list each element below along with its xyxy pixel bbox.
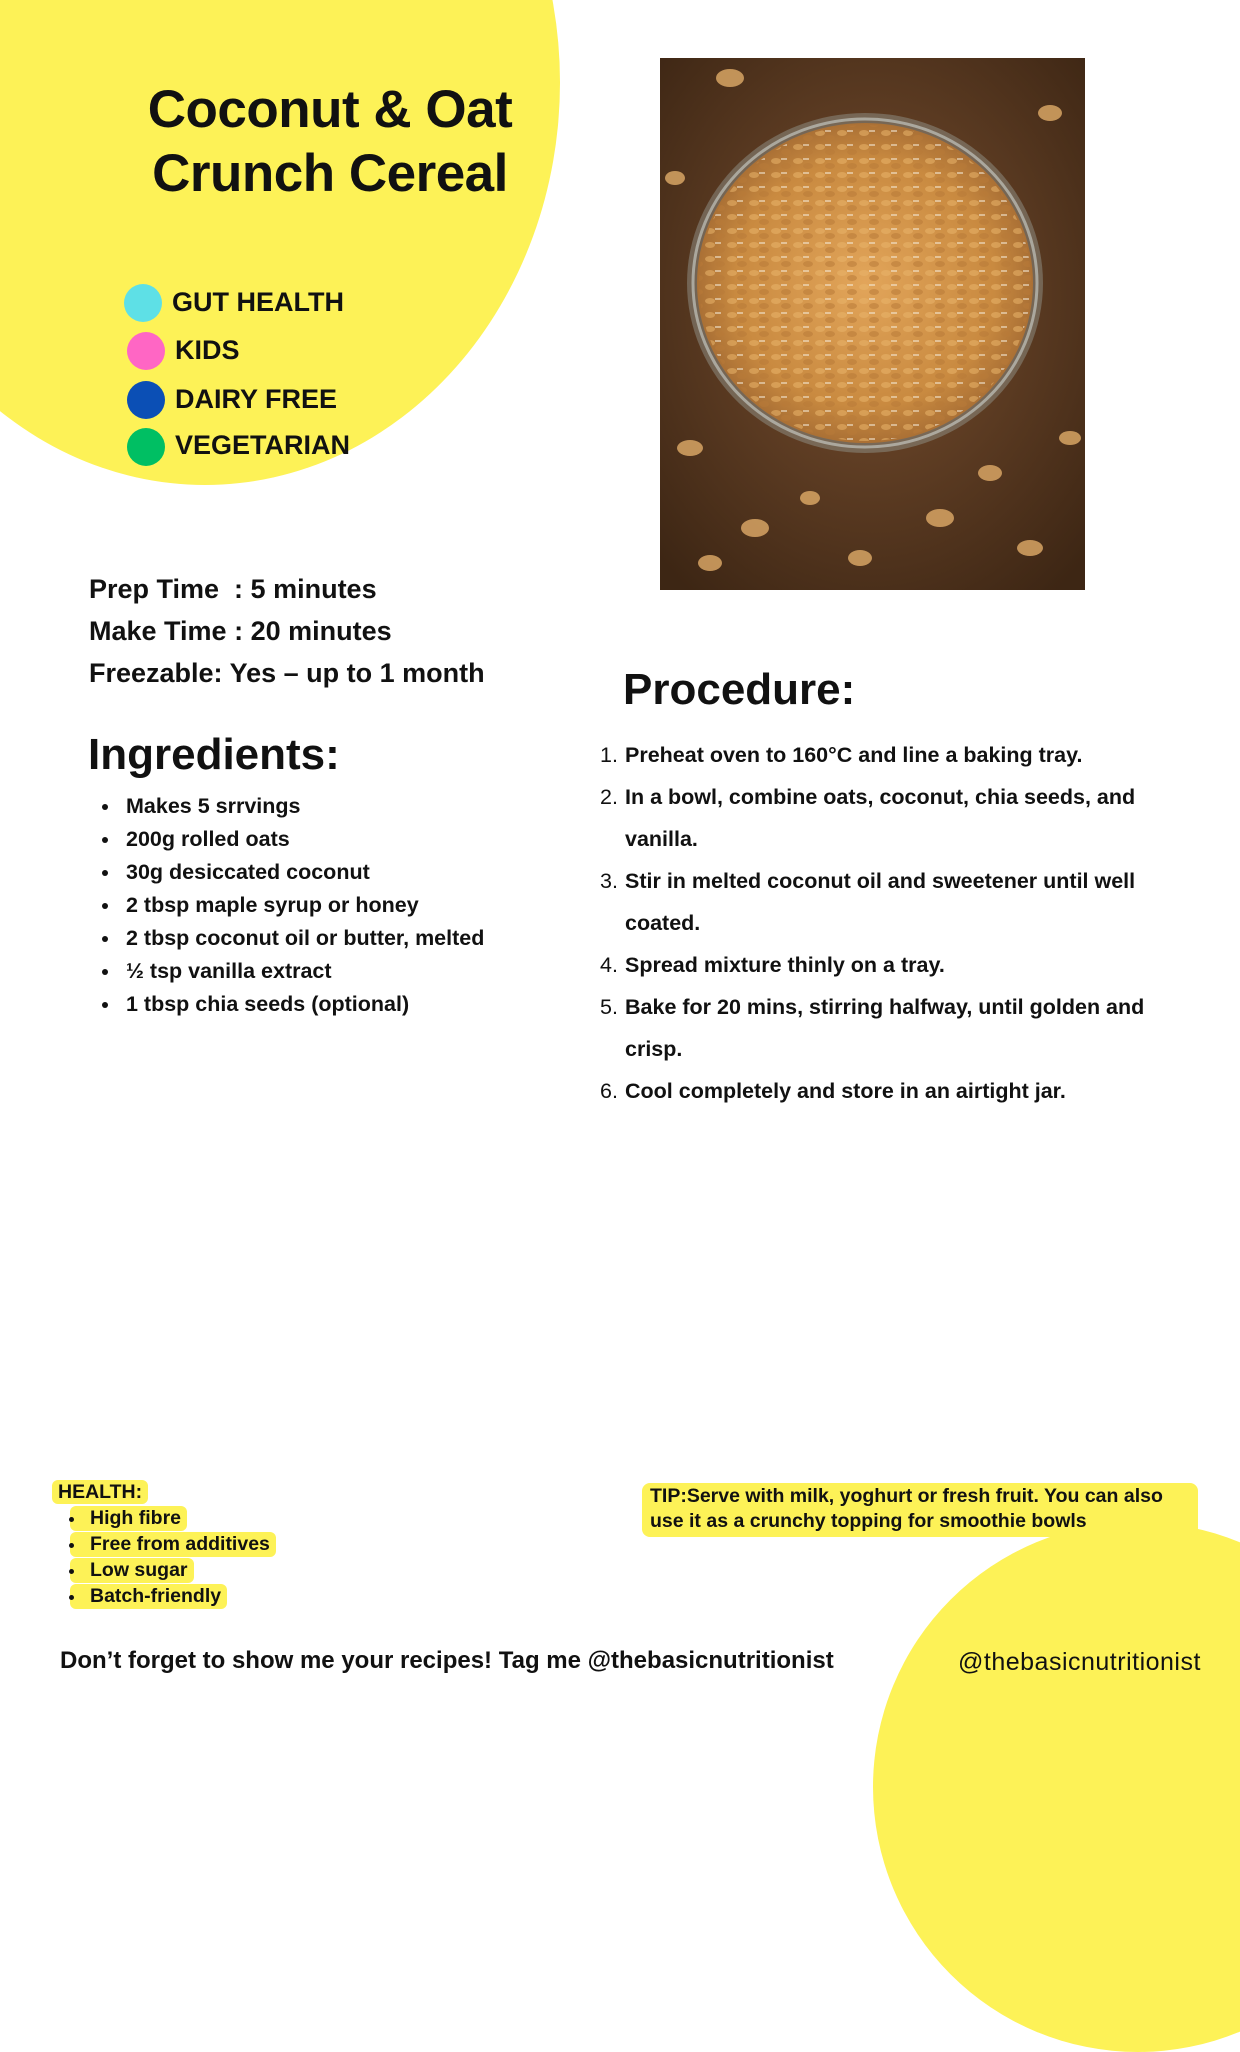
ingredient-item: 30g desiccated coconut <box>126 856 484 889</box>
title-line-2: Crunch Cereal <box>152 144 508 203</box>
cyan-dot-icon <box>124 284 162 322</box>
step-number: 1. <box>600 743 618 767</box>
granola-bowl-photo <box>660 58 1085 590</box>
health-item <box>52 1532 276 1558</box>
footer-call-to-action: Don’t forget to show me your recipes! Tag me @thebasicnutritionist <box>60 1647 834 1674</box>
ingredient-item: 1 tbsp chia seeds (optional) <box>126 988 484 1021</box>
procedure-step <box>600 860 1180 944</box>
step-text: Spread mixture thinly on a tray. <box>625 953 945 977</box>
health-list <box>52 1506 276 1610</box>
procedure-list <box>600 734 1180 1112</box>
step-number: 6. <box>600 1079 618 1103</box>
procedure-step <box>600 986 1180 1070</box>
recipe-title <box>90 78 570 206</box>
health-item <box>52 1506 276 1532</box>
health-item-label: High fibre <box>70 1506 187 1531</box>
blue-dot-icon <box>127 381 165 419</box>
ingredient-item: 200g rolled oats <box>126 823 484 856</box>
decorative-yellow-circle-bottom <box>873 1522 1240 2052</box>
prep-time: Prep Time : 5 minutes <box>89 574 377 604</box>
ingredient-item: ½ tsp vanilla extract <box>126 955 484 988</box>
procedure-step <box>600 776 1180 860</box>
social-handle: @thebasicnutritionist <box>958 1648 1201 1676</box>
time-info <box>89 568 485 694</box>
step-number: 3. <box>600 869 618 893</box>
step-text: Cool completely and store in an airtight jar. <box>625 1079 1066 1103</box>
health-box <box>52 1480 276 1610</box>
step-number: 4. <box>600 953 618 977</box>
ingredients-heading: Ingredients: <box>88 730 340 779</box>
title-line-1: Coconut & Oat <box>147 80 513 139</box>
step-text: Preheat oven to 160°C and line a baking tray. <box>625 743 1083 767</box>
ingredient-item: 2 tbsp maple syrup or honey <box>126 889 484 922</box>
health-heading: HEALTH: <box>52 1480 148 1504</box>
procedure-step <box>600 1070 1180 1112</box>
granola-bowl-icon <box>660 58 1085 590</box>
step-text: Stir in melted coconut oil and sweetener until well coated. <box>625 869 1136 935</box>
step-number: 2. <box>600 785 618 809</box>
procedure-step <box>600 734 1180 776</box>
step-text: Bake for 20 mins, stirring halfway, until golden and crisp. <box>625 995 1145 1061</box>
pink-dot-icon <box>127 332 165 370</box>
step-text: In a bowl, combine oats, coconut, chia seeds, and vanilla. <box>625 785 1136 851</box>
green-dot-icon <box>127 428 165 466</box>
tip-box: TIP:Serve with milk, yoghurt or fresh fruit. You can also use it as a crunchy topping for smoothie bowls <box>642 1483 1198 1537</box>
procedure-heading: Procedure: <box>623 665 856 714</box>
health-item <box>52 1584 276 1610</box>
tag-label: VEGETARIAN <box>175 430 351 460</box>
ingredient-item: Makes 5 srrvings <box>126 790 484 823</box>
tag-label: KIDS <box>175 335 240 365</box>
tag-label: DAIRY FREE <box>175 384 338 414</box>
ingredient-item: 2 tbsp coconut oil or butter, melted <box>126 922 484 955</box>
health-item <box>52 1558 276 1584</box>
tag-label: GUT HEALTH <box>172 287 344 317</box>
step-number: 5. <box>600 995 618 1019</box>
freezable-info: Freezable: Yes – up to 1 month <box>89 658 485 688</box>
make-time: Make Time : 20 minutes <box>89 616 392 646</box>
procedure-step <box>600 944 1180 986</box>
health-item-label: Low sugar <box>70 1558 194 1583</box>
ingredients-list <box>126 790 484 1021</box>
health-item-label: Batch-friendly <box>70 1584 227 1609</box>
health-item-label: Free from additives <box>70 1532 276 1557</box>
